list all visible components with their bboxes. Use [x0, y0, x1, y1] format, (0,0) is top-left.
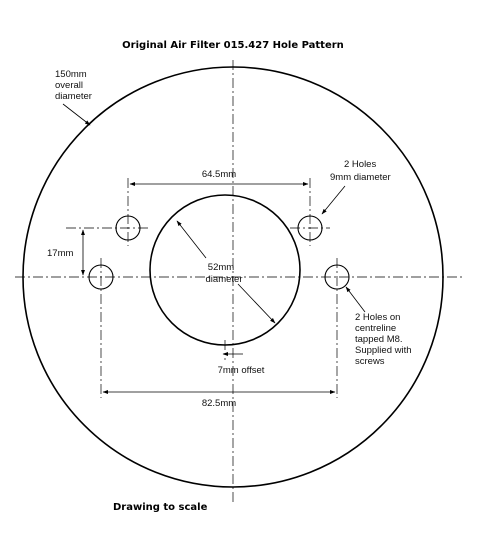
top-span-label: 64.5mm: [201, 169, 237, 180]
side-holes-label-1: 2 Holes on: [355, 312, 401, 323]
top-holes-label-1: 2 Holes: [344, 159, 377, 170]
drawing-footer: Drawing to scale: [113, 502, 208, 513]
overall-diameter-label-2: overall: [55, 80, 83, 91]
side-holes-leader: [346, 287, 365, 312]
bottom-span-label: 82.5mm: [201, 398, 237, 409]
vertical-offset-label: 17mm: [47, 248, 74, 259]
drawing-title: Original Air Filter 015.427 Hole Pattern: [122, 40, 344, 51]
side-holes-label-5: screws: [355, 356, 385, 367]
top-holes-leader: [322, 186, 345, 214]
offset-label: 7mm offset: [217, 365, 265, 376]
center-diameter-label-2: diameter: [205, 274, 243, 285]
top-holes-label-2: 9mm diameter: [330, 172, 391, 183]
side-holes-label-4: Supplied with: [355, 345, 412, 356]
side-holes-label-3: tapped M8.: [355, 334, 403, 345]
center-diameter-label-1: 52mm: [207, 262, 235, 273]
overall-diameter-label-3: diameter: [55, 91, 92, 102]
center-diameter-leader-upper: [177, 221, 206, 258]
overall-diameter-label-1: 150mm: [55, 69, 87, 80]
center-diameter-leader-lower: [238, 284, 275, 323]
overall-diameter-leader: [63, 104, 90, 125]
side-holes-label-2: centreline: [355, 323, 397, 334]
